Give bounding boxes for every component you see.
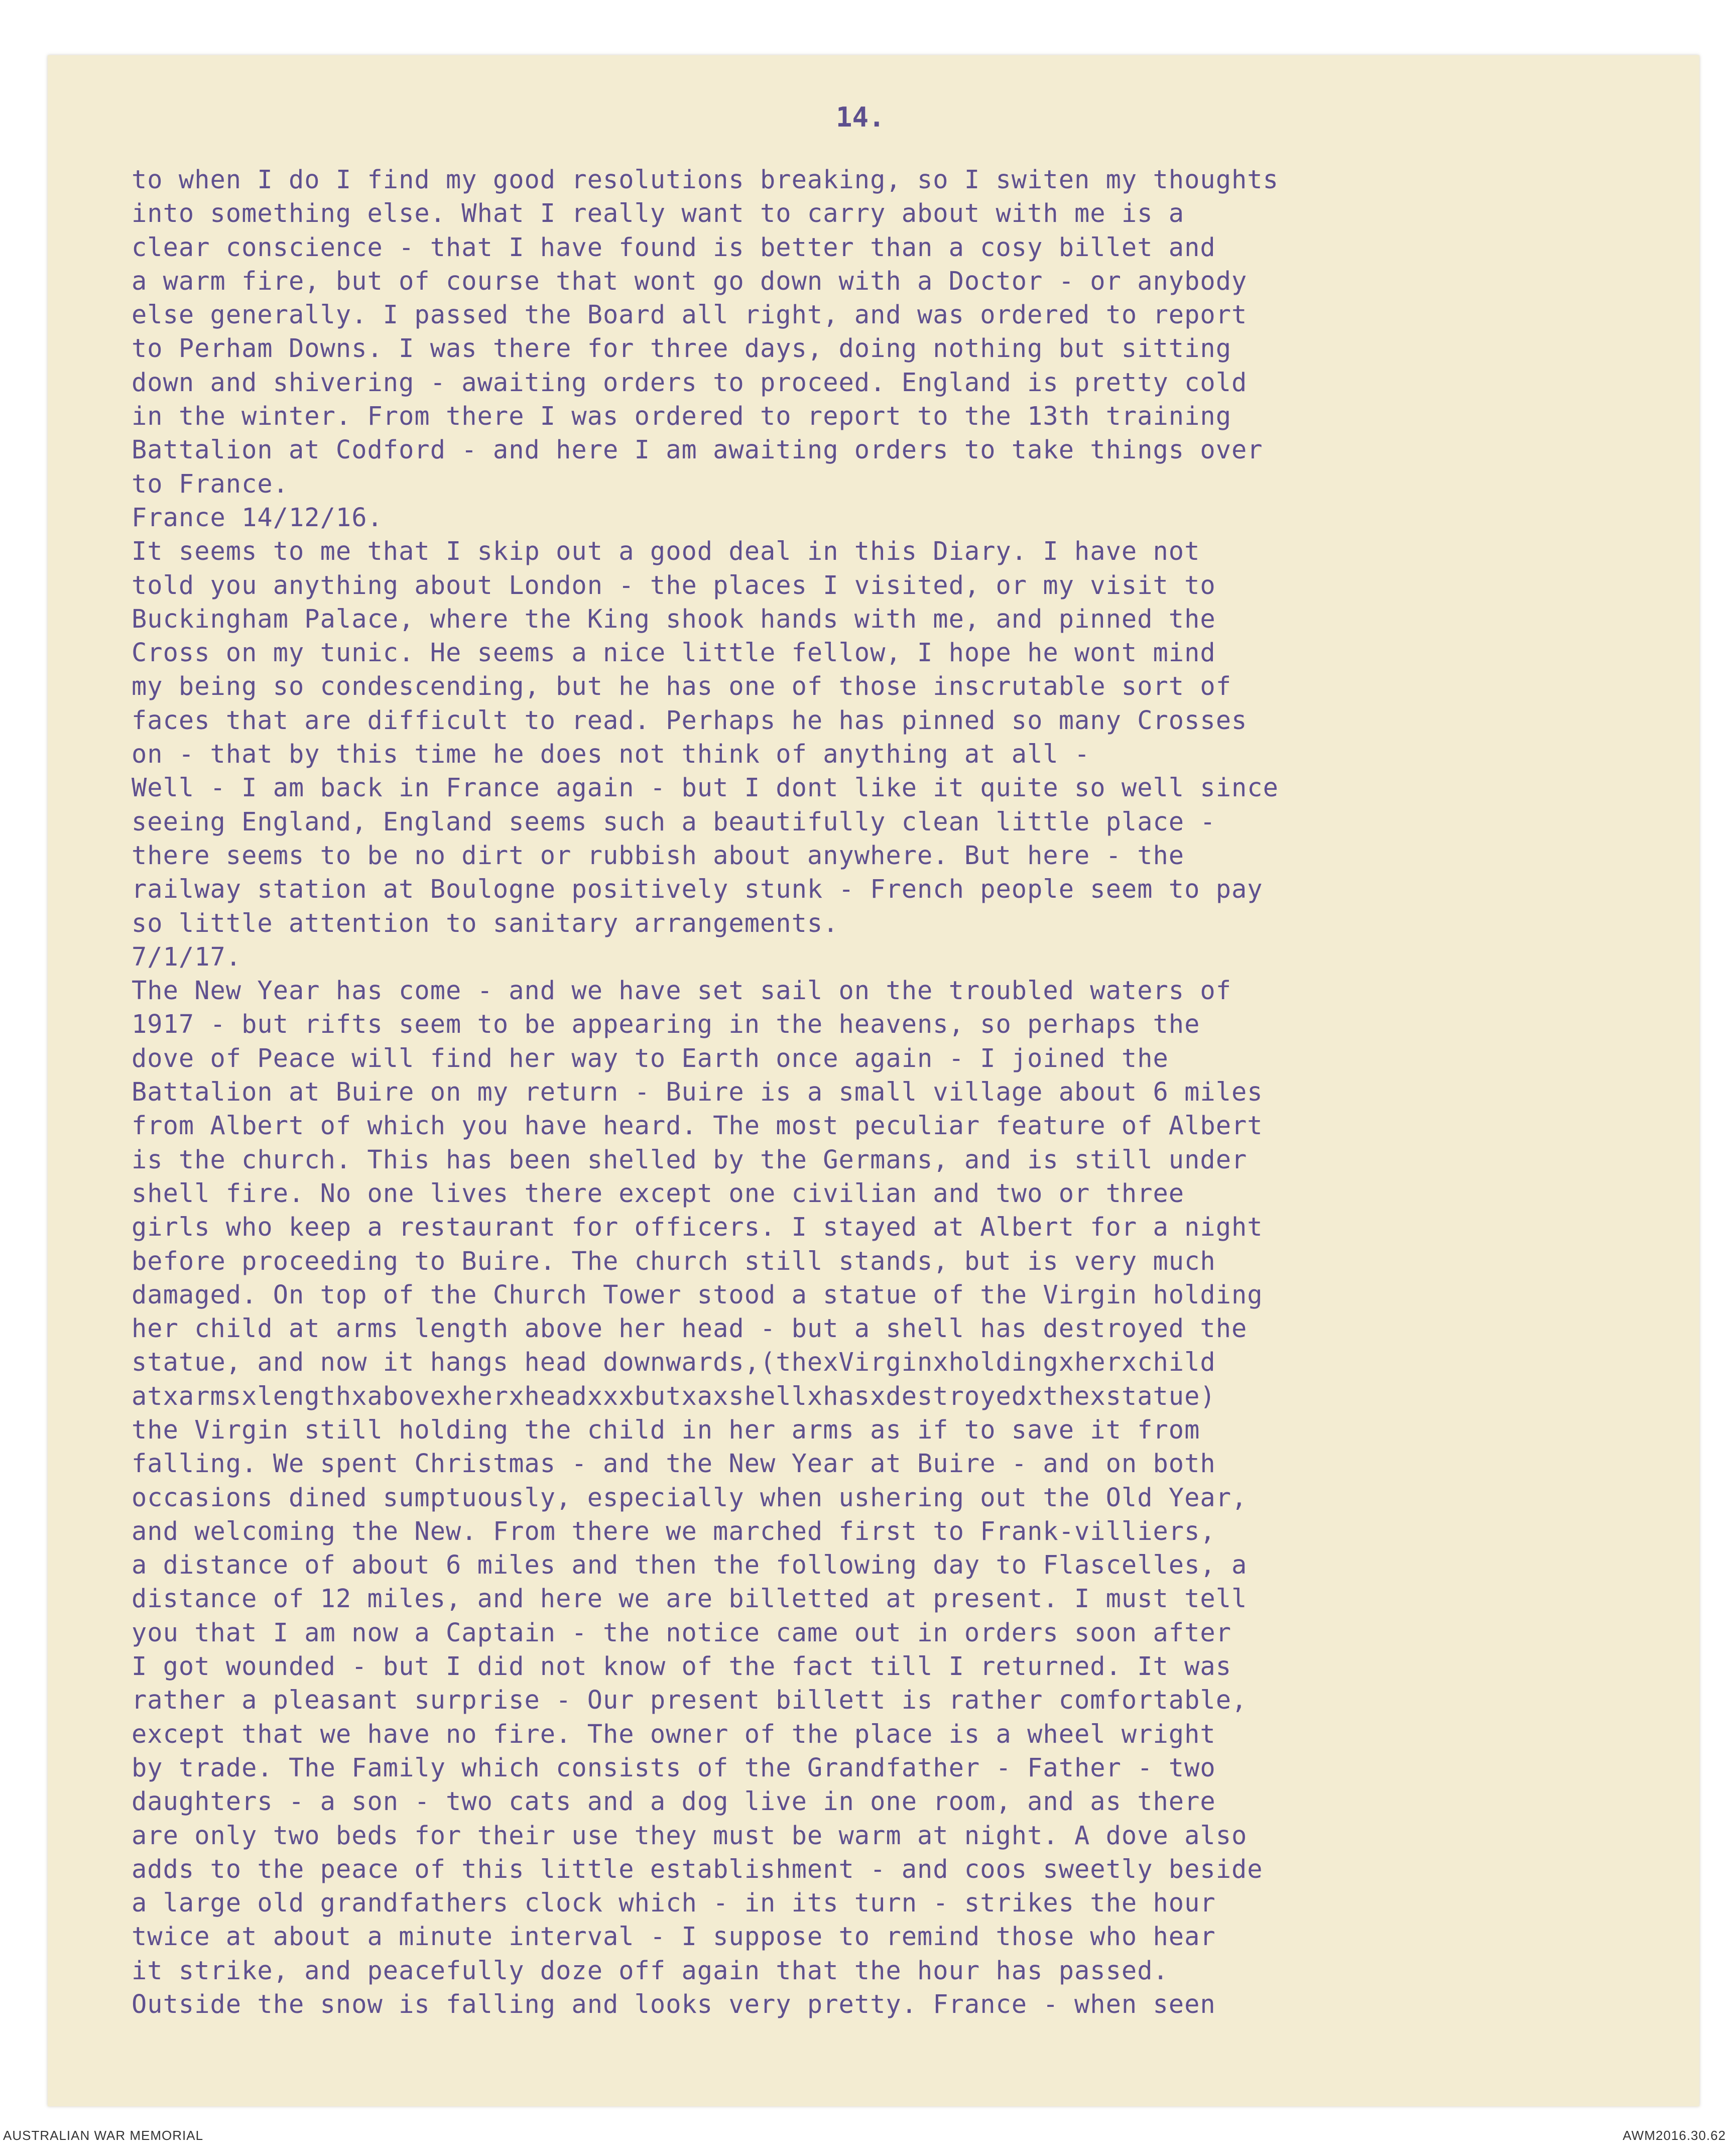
page-number: 14.	[836, 101, 885, 133]
text-line: adds to the peace of this little establishment - and coos sweetly beside	[132, 1854, 1263, 1884]
text-line: dove of Peace will find her way to Earth once again - I joined the	[132, 1043, 1169, 1073]
text-line: is the church. This has been shelled by the Germans, and is still under	[132, 1144, 1248, 1174]
text-line: down and shivering - awaiting orders to proceed. England is pretty cold	[132, 367, 1248, 397]
text-line: before proceeding to Buire. The church still stands, but is very much	[132, 1246, 1216, 1276]
text-line: and welcoming the New. From there we marched first to Frank-villiers,	[132, 1516, 1216, 1546]
text-line: railway station at Boulogne positively stunk - French people seem to pay	[132, 874, 1263, 904]
text-line: are only two beds for their use they must be warm at night. A dove also	[132, 1820, 1248, 1850]
text-line: The New Year has come - and we have set sail on the troubled waters of	[132, 976, 1232, 1006]
text-line: girls who keep a restaurant for officers. I stayed at Albert for a night	[132, 1212, 1263, 1242]
text-line: 7/1/17.	[132, 941, 242, 972]
text-line: told you anything about London - the places I visited, or my visit to	[132, 570, 1216, 600]
text-line: Buckingham Palace, where the King shook hands with me, and pinned the	[132, 604, 1216, 634]
typed-text-body	[132, 163, 1732, 2021]
text-line: my being so condescending, but he has one of those inscrutable sort of	[132, 671, 1232, 701]
text-line: France 14/12/16.	[132, 502, 383, 532]
text-line: into something else. What I really want to carry about with me is a	[132, 198, 1185, 228]
text-line: occasions dined sumptuously, especially when ushering out the Old Year,	[132, 1482, 1248, 1512]
text-line: to France.	[132, 468, 289, 499]
text-line: except that we have no fire. The owner of the place is a wheel wright	[132, 1719, 1216, 1749]
text-line: to when I do I find my good resolutions breaking, so I switen my thoughts	[132, 165, 1279, 194]
text-line: falling. We spent Christmas - and the New Year at Buire - and on both	[132, 1449, 1216, 1479]
text-line: else generally. I passed the Board all right, and was ordered to report	[132, 300, 1248, 330]
text-line: 1917 - but rifts seem to be appearing in the heavens, so perhaps the	[132, 1009, 1200, 1039]
text-line: seeing England, England seems such a beautifully clean little place -	[132, 806, 1216, 836]
text-line: atxarmsxlengthxabovexherxheadxxxbutxaxshellxhasxdestroyedxthexstatue)	[132, 1381, 1216, 1411]
text-line: a large old grandfathers clock which - in its turn - strikes the hour	[132, 1888, 1216, 1918]
footer-archive-name: AUSTRALIAN WAR MEMORIAL	[3, 2128, 204, 2143]
text-line: there seems to be no dirt or rubbish about anywhere. But here - the	[132, 840, 1185, 870]
text-line: it strike, and peacefully doze off again that the hour has passed.	[132, 1955, 1169, 1985]
text-line: a distance of about 6 miles and then the following day to Flascelles, a	[132, 1550, 1248, 1580]
text-line: her child at arms length above her head - but a shell has destroyed the	[132, 1313, 1248, 1344]
diary-page	[48, 55, 1699, 2106]
text-line: It seems to me that I skip out a good deal in this Diary. I have not	[132, 536, 1200, 566]
text-line: Well - I am back in France again - but I dont like it quite so well since	[132, 773, 1279, 803]
footer-reference-number: AWM2016.30.62	[1623, 2128, 1726, 2143]
text-line: a warm fire, but of course that wont go down with a Doctor - or anybody	[132, 266, 1248, 296]
text-line: Outside the snow is falling and looks very pretty. France - when seen	[132, 1989, 1216, 2019]
text-line: Battalion at Buire on my return - Buire is a small village about 6 miles	[132, 1077, 1263, 1107]
text-line: distance of 12 miles, and here we are billetted at present. I must tell	[132, 1584, 1248, 1614]
text-line: clear conscience - that I have found is better than a cosy billet and	[132, 232, 1216, 262]
text-line: twice at about a minute interval - I suppose to remind those who hear	[132, 1922, 1216, 1952]
text-line: on - that by this time he does not think of anything at all -	[132, 739, 1090, 769]
text-line: damaged. On top of the Church Tower stood a statue of the Virgin holding	[132, 1279, 1263, 1309]
text-line: so little attention to sanitary arrangements.	[132, 908, 839, 938]
text-line: by trade. The Family which consists of the Grandfather - Father - two	[132, 1752, 1216, 1782]
text-line: faces that are difficult to read. Perhaps he has pinned so many Crosses	[132, 705, 1248, 735]
text-line: daughters - a son - two cats and a dog live in one room, and as there	[132, 1786, 1216, 1817]
text-line: you that I am now a Captain - the notice came out in orders soon after	[132, 1617, 1232, 1647]
text-line: Battalion at Codford - and here I am awaiting orders to take things over	[132, 435, 1263, 465]
text-line: to Perham Downs. I was there for three days, doing nothing but sitting	[132, 333, 1232, 364]
text-line: I got wounded - but I did not know of the fact till I returned. It was	[132, 1651, 1232, 1682]
text-line: rather a pleasant surprise - Our present billett is rather comfortable,	[132, 1685, 1248, 1715]
text-line: statue, and now it hangs head downwards,(thexVirginxholdingxherxchild	[132, 1347, 1216, 1377]
text-line: in the winter. From there I was ordered to report to the 13th training	[132, 401, 1232, 431]
text-line: the Virgin still holding the child in her arms as if to save it from	[132, 1414, 1200, 1445]
text-line: shell fire. No one lives there except one civilian and two or three	[132, 1178, 1185, 1208]
text-line: Cross on my tunic. He seems a nice little fellow, I hope he wont mind	[132, 638, 1216, 668]
text-line: from Albert of which you have heard. The most peculiar feature of Albert	[132, 1111, 1263, 1141]
